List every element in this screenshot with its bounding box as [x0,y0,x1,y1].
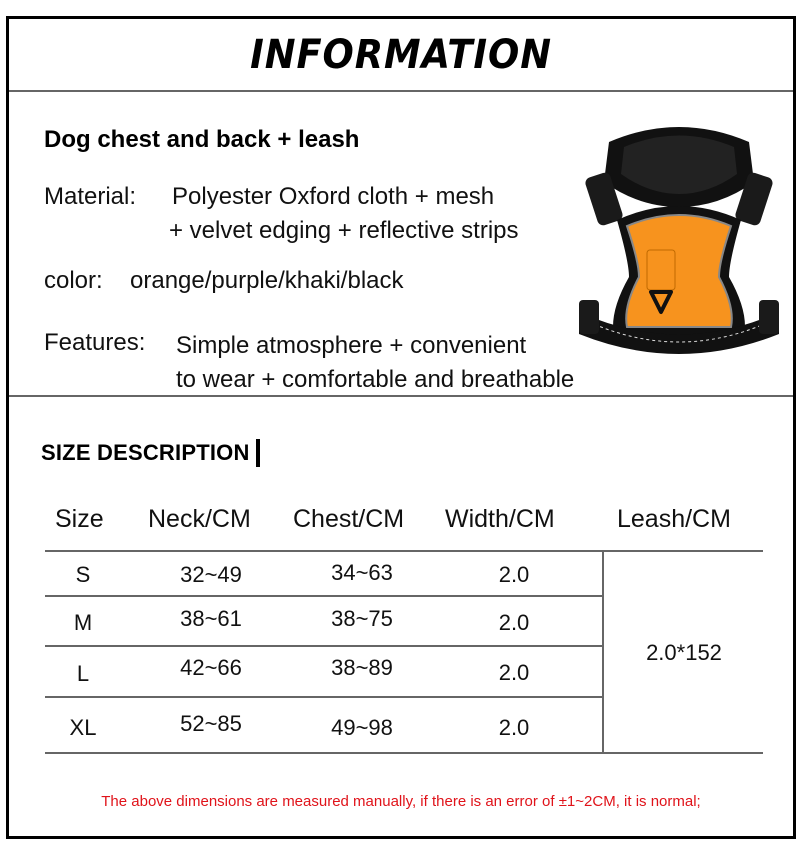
cell-width: 2.0 [498,715,530,740]
header-divider [45,550,763,552]
product-info-section [9,92,793,397]
column-header-chest: Chest/CM [293,505,405,533]
column-header-width: Width/CM [445,505,555,533]
title-accent-bar [256,439,260,467]
cell-chest: 38~75 [331,606,393,631]
harness-product-image [579,112,779,357]
measurement-note: The above dimensions are measured manually, if there is an error of ±1~2CM, it is normal; [101,793,701,810]
column-header-size: Size [55,505,104,533]
cell-leash-merged: 2.0*152 [646,640,722,665]
product-title: Dog chest and back + leash [44,126,360,153]
cell-width: 2.0 [498,660,530,685]
color-value: orange/purple/khaki/black [130,267,404,294]
header-banner [9,19,793,92]
features-value-line2: to wear + comfortable and breathable [176,366,575,393]
table-bottom-border [45,752,763,754]
cell-size: S [75,562,91,587]
material-value-line2: + velvet edging + reflective strips [169,217,519,244]
features-label: Features: [44,329,146,356]
features-value-line1: Simple atmosphere + convenient [176,332,527,359]
row-divider [45,595,602,597]
row-divider [45,696,602,698]
size-description-section [9,397,793,836]
cell-neck: 38~61 [180,606,242,631]
row-divider [45,645,602,647]
cell-size: XL [69,715,97,740]
color-label: color: [44,267,103,294]
cell-chest: 38~89 [331,655,393,680]
column-header-leash: Leash/CM [617,505,731,533]
cell-chest: 34~63 [331,560,393,585]
cell-neck: 52~85 [180,711,242,736]
cell-neck: 32~49 [180,562,242,587]
cell-width: 2.0 [498,562,530,587]
size-section-title-text: SIZE DESCRIPTION [41,440,250,465]
cell-neck: 42~66 [180,655,242,680]
material-value-line1: Polyester Oxford cloth + mesh [172,183,495,210]
cell-chest: 49~98 [331,715,393,740]
cell-size: M [73,610,93,635]
cell-width: 2.0 [498,610,530,635]
material-label: Material: [44,183,137,210]
size-section-title [41,439,260,467]
leash-column-divider [602,550,604,754]
cell-size: L [76,661,90,686]
page-title: INFORMATION [250,31,552,78]
info-card [6,16,796,839]
column-header-neck: Neck/CM [148,505,251,533]
